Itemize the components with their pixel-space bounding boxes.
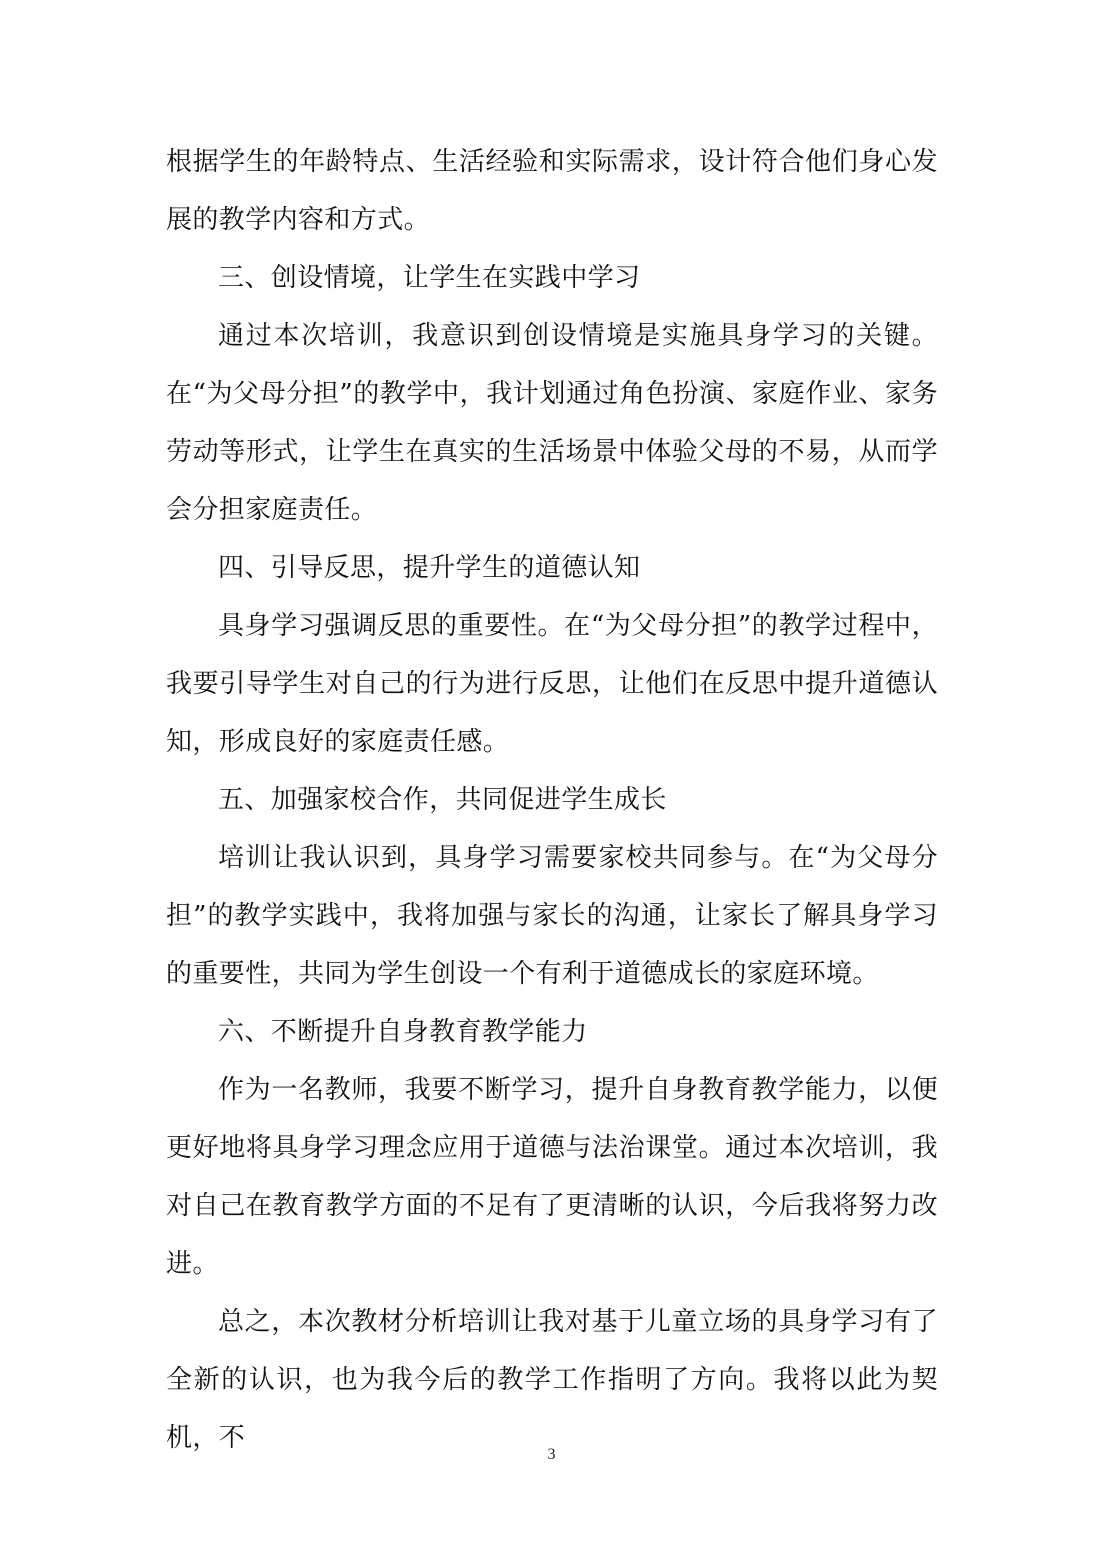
paragraph-section-4: 具身学习强调反思的重要性。在“为父母分担”的教学过程中，我要引导学生对自己的行为进行反思，让他们在反思中提升道德认知，形成良好的家庭责任感。 <box>166 611 938 757</box>
body-text <box>166 133 938 1467</box>
paragraph-section-3: 通过本次培训，我意识到创设情境是实施具身学习的关键。在“为父母分担”的教学中，我计划通过角色扮演、家庭作业、家务劳动等形式，让学生在真实的生活场景中体验父母的不易，从而学会分担家庭责任。 <box>166 321 938 525</box>
paragraph-continuation: 根据学生的年龄特点、生活经验和实际需求，设计符合他们身心发展的教学内容和方式。 <box>166 147 938 235</box>
paragraph-section-5: 培训让我认识到，具身学习需要家校共同参与。在“为父母分担”的教学实践中，我将加强与家长的沟通，让家长了解具身学习的重要性，共同为学生创设一个有利于道德成长的家庭环境。 <box>166 843 938 989</box>
section-heading-5: 五、加强家校合作，共同促进学生成长 <box>218 785 667 815</box>
section-heading-6: 六、不断提升自身教育教学能力 <box>218 1017 588 1047</box>
section-heading-3: 三、创设情境，让学生在实践中学习 <box>218 263 641 293</box>
paragraph-conclusion: 总之，本次教材分析培训让我对基于儿童立场的具身学习有了全新的认识，也为我今后的教学工作指明了方向。我将以此为契机，不 <box>166 1307 938 1453</box>
paragraph-section-6: 作为一名教师，我要不断学习，提升自身教育教学能力，以便更好地将具身学习理念应用于道德与法治课堂。通过本次培训，我对自己在教育教学方面的不足有了更清晰的认识，今后我将努力改进。 <box>166 1075 938 1279</box>
page-number: 3 <box>547 1446 556 1463</box>
section-heading-4: 四、引导反思，提升学生的道德认知 <box>218 553 641 583</box>
